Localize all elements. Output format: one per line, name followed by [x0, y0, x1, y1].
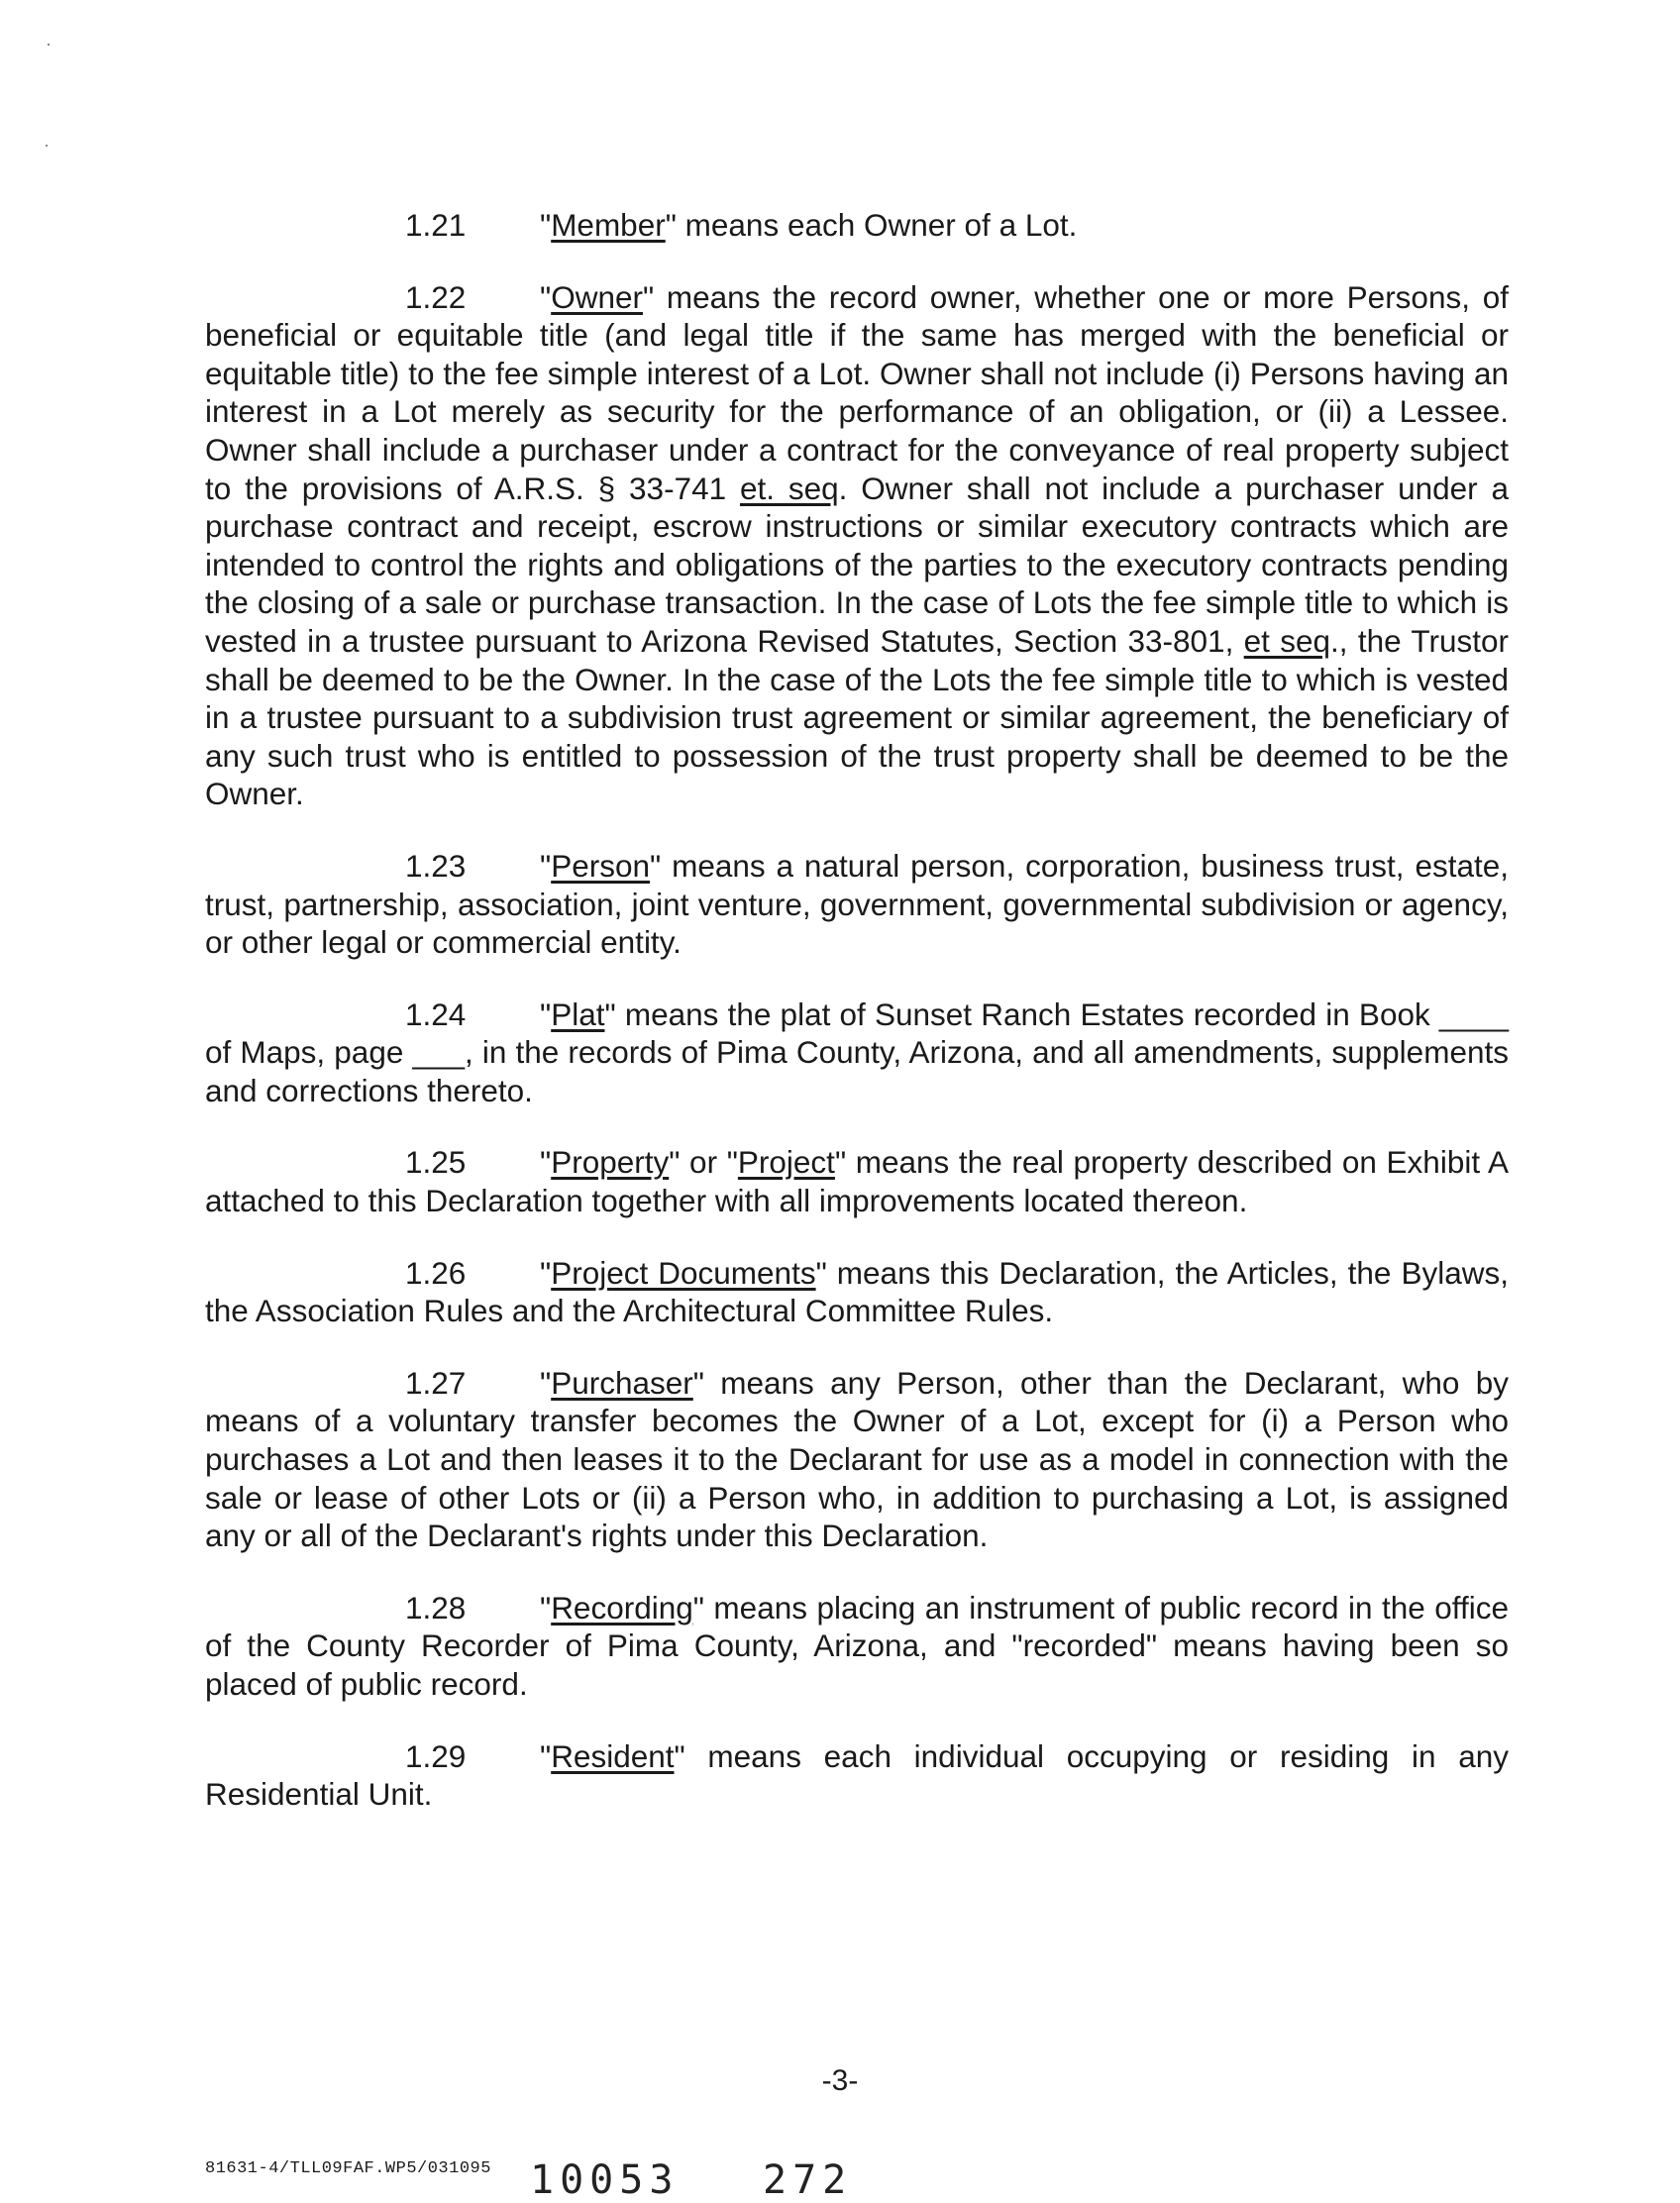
- section-number: 1.24: [405, 996, 467, 1032]
- definition-1-22: 1.22 "Owner" means the record owner, whether one or more Persons, of beneficial or equitable title (and legal title if the same has merged with the beneficial or equitable title) to the fee simple interest of a Lot. Owner shall not include (i) Persons having an interest in a Lot merely as security for the performance of an obligation, or (ii) a Lessee. Owner shall include a purchaser under a contract for the conveyance of real property subject to the provisions of A.R.S. § 33-741 et. seq. Owner shall not include a purchaser under a purchase contract and receipt, escrow instructions or similar executory contracts which are intended to control the rights and obligations of the parties to the executory contracts pending the closing of a sale or purchase transaction. In the case of Lots the fee simple title to which is vested in a trustee pursuant to Arizona Revised Statutes, Section 33-801, et seq., the Trustor shall be deemed to be the Owner. In the case of the Lots the fee simple title to which is vested in a trustee pursuant to a subdivision trust agreement or similar agreement, the beneficiary of any such trust who is entitled to possession of the trust property shall be deemed to be the Owner.: [205, 278, 1509, 812]
- document-reference: 81631-4/TLL09FAF.WP5/031095: [205, 2159, 491, 2178]
- definition-1-23: 1.23 "Person" means a natural person, corporation, business trust, estate, trust, partnership, association, joint venture, government, governmental subdivision or agency, or other legal or commercial entity.: [205, 847, 1509, 961]
- definition-text: means the plat of Sunset Ranch Estates recorded in Book: [615, 996, 1439, 1032]
- definition-1-21: 1.21 "Member" means each Owner of a Lot.: [405, 207, 1078, 243]
- definition-1-28: 1.28 "Recording" means placing an instrument of public record in the office of the County Recorder of Pima County, Arizona, and "recorded" means having been so placed of public record.: [205, 1589, 1509, 1702]
- defined-term: Owner: [551, 278, 643, 315]
- defined-term: Person: [551, 847, 650, 884]
- defined-term: Plat: [551, 996, 605, 1032]
- document-body: [205, 206, 1509, 1814]
- defined-term: Purchaser: [551, 1364, 693, 1401]
- defined-term: Project Documents: [551, 1254, 816, 1291]
- definition-text: means any Person, other than the Declarant, who by means of a voluntary transfer becomes the Owner of a Lot, except for (i) a Person who purchases a Lot and then leases it to the Declarant for use as a model in connection with the sale or lease of other Lots or (ii) a Person who, in addition to purchasing a Lot, is assigned any or all of the Declarant's rights under this Declaration.: [205, 1364, 1509, 1554]
- section-number: 1.28: [405, 1589, 467, 1626]
- definition-text: means the real property described on Exhibit A attached to this Declaration together with all improvements located thereon.: [205, 1144, 1509, 1219]
- section-number: 1.25: [405, 1144, 467, 1181]
- definition-text: means each individual occupying or residing in any Residential Unit.: [205, 1737, 1509, 1813]
- definition-text: means each Owner of a Lot.: [676, 207, 1078, 243]
- page-number: -3-: [821, 2064, 859, 2097]
- definition-text: means placing an instrument of public record in the office of the County Recorder of Pima County, Arizona, and "recorded" means having been so placed of public record.: [205, 1589, 1509, 1702]
- recording-stamp-page: 272: [763, 2157, 853, 2203]
- definition-1-24: 1.24 "Plat" means the plat of Sunset Ranch Estates recorded in Book ____ of Maps, page ___, in the records of Pima County, Arizona, and all amendments, supplements and corrections thereto.: [205, 996, 1509, 1108]
- scan-speck: [48, 44, 50, 46]
- section-number: 1.21: [405, 207, 467, 243]
- defined-term: Member: [551, 207, 666, 243]
- definition-1-29: 1.29 "Resident" means each individual occupying or residing in any Residential Unit.: [205, 1737, 1509, 1813]
- definition-1-26: 1.26 "Project Documents" means this Declaration, the Articles, the Bylaws, the Association Rules and the Architectural Committee Rules.: [205, 1254, 1510, 1329]
- section-number: 1.23: [405, 847, 467, 884]
- section-number: 1.29: [405, 1737, 467, 1774]
- citation-ref: et. seq: [739, 470, 839, 506]
- defined-term: Recording: [551, 1589, 693, 1626]
- defined-term: Resident: [551, 1737, 675, 1774]
- section-number: 1.22: [405, 278, 467, 315]
- section-number: 1.27: [405, 1364, 467, 1401]
- definition-1-25: 1.25 "Property" or "Project" means the real property described on Exhibit A attached to this Declaration together with all improvements located thereon.: [205, 1144, 1509, 1219]
- blank-line: ___: [412, 1034, 466, 1071]
- definition-text: means the record owner, whether one or more Persons, of beneficial or equitable title (and legal title if the same has merged with the beneficial or equitable title) to the fee simple interest of a Lot. Owner shall not include (i) Persons having an interest in a Lot merely as security for the performance of an obligation, or (ii) a Lessee. Owner shall include a purchaser under a contract for the conveyance of real property subject to the provisions of A.R.S. § 33-741: [205, 278, 1509, 506]
- definition-text: , in the records of Pima County, Arizona, and all amendments, supplements and corrections thereto.: [205, 1034, 1509, 1108]
- recording-stamp-book: 10053: [530, 2157, 680, 2203]
- definition-1-27: 1.27 "Purchaser" means any Person, other than the Declarant, who by means of a voluntary transfer becomes the Owner of a Lot, except for (i) a Person who purchases a Lot and then leases it to the Declarant for use as a model in connection with the sale or lease of other Lots or (ii) a Person who, in addition to purchasing a Lot, is assigned any or all of the Declarant's rights under this Declaration.: [205, 1364, 1509, 1554]
- defined-term: Property: [551, 1144, 670, 1181]
- citation-ref: et seq: [1243, 622, 1331, 659]
- definition-text: of Maps, page: [205, 1034, 413, 1071]
- definition-text: means a natural person, corporation, business trust, estate, trust, partnership, association, joint venture, government, governmental subdivision or agency, or other legal or commercial entity.: [205, 847, 1509, 961]
- definition-text: ., the Trustor shall be deemed to be the Owner. In the case of the Lots the fee simple title to which is vested in a trustee pursuant to a subdivision trust agreement or similar agreement, the beneficiary of any such trust who is entitled to possession of the trust property shall be deemed to be the Owner.: [205, 622, 1509, 812]
- scan-speck: [46, 145, 48, 147]
- blank-line: ____: [1438, 996, 1509, 1032]
- section-number: 1.26: [405, 1254, 467, 1291]
- definition-text: . Owner shall not include a purchaser under a purchase contract and receipt, escrow instructions or similar executory contracts which are intended to control the rights and obligations of the parties to the executory contracts pending the closing of a sale or purchase transaction. In the case of Lots the fee simple title to which is vested in a trustee pursuant to Arizona Revised Statutes, Section 33-801,: [205, 470, 1509, 659]
- definition-text: means this Declaration, the Articles, the Bylaws, the Association Rules and the Architectural Committee Rules.: [205, 1254, 1510, 1329]
- defined-term: Project: [737, 1144, 835, 1181]
